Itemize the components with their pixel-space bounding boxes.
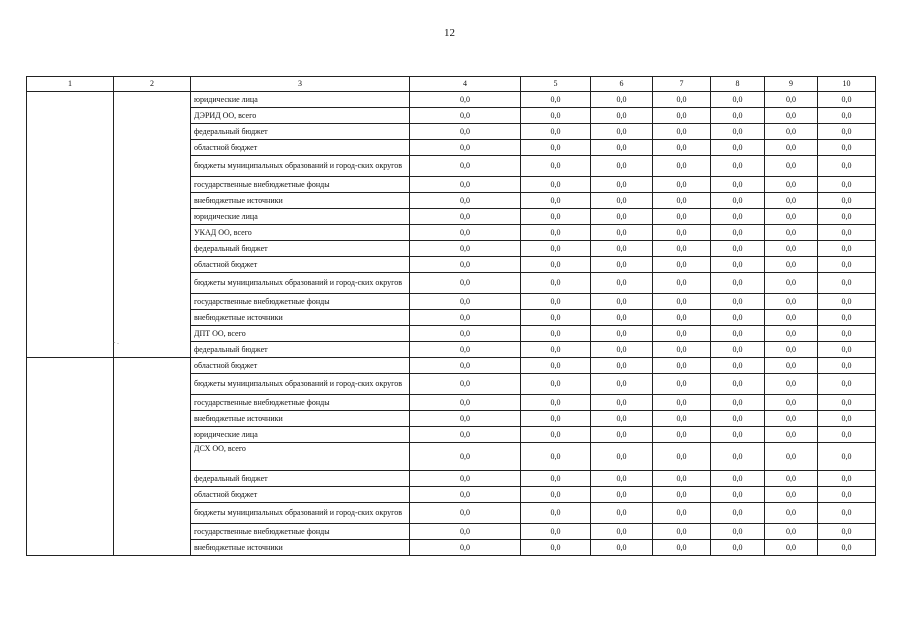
value-cell: 0,0: [653, 427, 711, 443]
value-cell: 0,0: [818, 193, 876, 209]
value-cell: 0,0: [818, 92, 876, 108]
value-cell: 0,0: [653, 273, 711, 294]
value-cell: 0,0: [410, 524, 521, 540]
row-label: областной бюджет: [191, 140, 410, 156]
row-label: юридические лица: [191, 209, 410, 225]
value-cell: 0,0: [765, 241, 818, 257]
value-cell: 0,0: [521, 140, 591, 156]
value-cell: 0,0: [653, 524, 711, 540]
value-cell: 0,0: [521, 540, 591, 556]
value-cell: 0,0: [818, 443, 876, 471]
value-cell: 0,0: [765, 443, 818, 471]
value-cell: 0,0: [410, 177, 521, 193]
value-cell: 0,0: [521, 241, 591, 257]
value-cell: 0,0: [521, 503, 591, 524]
value-cell: 0,0: [410, 310, 521, 326]
value-cell: 0,0: [410, 156, 521, 177]
value-cell: 0,0: [711, 257, 765, 273]
value-cell: 0,0: [765, 294, 818, 310]
value-cell: 0,0: [521, 443, 591, 471]
value-cell: 0,0: [711, 156, 765, 177]
value-cell: 0,0: [765, 540, 818, 556]
value-cell: 0,0: [818, 310, 876, 326]
value-cell: 0,0: [711, 427, 765, 443]
value-cell: 0,0: [711, 241, 765, 257]
value-cell: 0,0: [521, 177, 591, 193]
value-cell: 0,0: [818, 209, 876, 225]
value-cell: 0,0: [818, 294, 876, 310]
value-cell: 0,0: [711, 225, 765, 241]
row-label: федеральный бюджет: [191, 241, 410, 257]
value-cell: 0,0: [410, 108, 521, 124]
value-cell: 0,0: [711, 524, 765, 540]
row-label: областной бюджет: [191, 487, 410, 503]
value-cell: 0,0: [521, 92, 591, 108]
value-cell: 0,0: [711, 471, 765, 487]
value-cell: 0,0: [653, 503, 711, 524]
value-cell: 0,0: [591, 540, 653, 556]
value-cell: 0,0: [818, 524, 876, 540]
value-cell: 0,0: [765, 326, 818, 342]
col-header-3: 3: [191, 77, 410, 92]
col-header-1: 1: [27, 77, 114, 92]
value-cell: 0,0: [818, 124, 876, 140]
table-row: [27, 358, 876, 374]
value-cell: 0,0: [711, 503, 765, 524]
value-cell: 0,0: [591, 124, 653, 140]
value-cell: 0,0: [521, 257, 591, 273]
value-cell: 0,0: [653, 443, 711, 471]
value-cell: 0,0: [711, 487, 765, 503]
value-cell: 0,0: [521, 124, 591, 140]
value-cell: 0,0: [818, 487, 876, 503]
value-cell: 0,0: [765, 124, 818, 140]
value-cell: 0,0: [765, 257, 818, 273]
value-cell: 0,0: [521, 193, 591, 209]
row-label: ДЭРИД ОО, всего: [191, 108, 410, 124]
row-label: областной бюджет: [191, 257, 410, 273]
value-cell: 0,0: [818, 241, 876, 257]
value-cell: 0,0: [591, 92, 653, 108]
value-cell: 0,0: [765, 358, 818, 374]
value-cell: 0,0: [765, 342, 818, 358]
value-cell: 0,0: [521, 273, 591, 294]
value-cell: 0,0: [818, 503, 876, 524]
value-cell: 0,0: [653, 395, 711, 411]
value-cell: 0,0: [818, 257, 876, 273]
row-label: бюджеты муниципальных образований и город-ских округов: [191, 503, 410, 524]
value-cell: 0,0: [653, 358, 711, 374]
value-cell: 0,0: [711, 140, 765, 156]
row-label: УКАД ОО, всего: [191, 225, 410, 241]
row-label: юридические лица: [191, 427, 410, 443]
row-label: государственные внебюджетные фонды: [191, 294, 410, 310]
value-cell: 0,0: [711, 374, 765, 395]
value-cell: 0,0: [653, 310, 711, 326]
value-cell: 0,0: [653, 177, 711, 193]
col-header-2: 2: [114, 77, 191, 92]
value-cell: 0,0: [765, 427, 818, 443]
header-row: [27, 77, 876, 92]
col-header-7: 7: [653, 77, 711, 92]
value-cell: 0,0: [410, 342, 521, 358]
col-header-8: 8: [711, 77, 765, 92]
value-cell: 0,0: [521, 471, 591, 487]
value-cell: 0,0: [410, 471, 521, 487]
value-cell: 0,0: [711, 209, 765, 225]
value-cell: 0,0: [591, 487, 653, 503]
col-header-10: 10: [818, 77, 876, 92]
row-label: областной бюджет: [191, 358, 410, 374]
value-cell: 0,0: [711, 124, 765, 140]
budget-table: [26, 76, 876, 556]
table-body: [27, 92, 876, 556]
value-cell: 0,0: [591, 209, 653, 225]
value-cell: 0,0: [818, 427, 876, 443]
value-cell: 0,0: [765, 503, 818, 524]
value-cell: 0,0: [653, 257, 711, 273]
value-cell: 0,0: [653, 124, 711, 140]
row-label: внебюджетные источники: [191, 411, 410, 427]
row-label: бюджеты муниципальных образований и город-ских округов: [191, 374, 410, 395]
value-cell: 0,0: [410, 395, 521, 411]
value-cell: 0,0: [653, 374, 711, 395]
value-cell: 0,0: [591, 257, 653, 273]
value-cell: 0,0: [818, 273, 876, 294]
value-cell: 0,0: [711, 310, 765, 326]
value-cell: 0,0: [521, 209, 591, 225]
value-cell: 0,0: [653, 411, 711, 427]
row-label: государственные внебюджетные фонды: [191, 177, 410, 193]
value-cell: 0,0: [521, 427, 591, 443]
value-cell: 0,0: [818, 108, 876, 124]
value-cell: 0,0: [410, 209, 521, 225]
value-cell: 0,0: [765, 411, 818, 427]
value-cell: 0,0: [591, 193, 653, 209]
value-cell: 0,0: [410, 427, 521, 443]
value-cell: 0,0: [653, 471, 711, 487]
value-cell: 0,0: [410, 193, 521, 209]
value-cell: 0,0: [410, 140, 521, 156]
value-cell: 0,0: [410, 241, 521, 257]
value-cell: 0,0: [410, 487, 521, 503]
value-cell: 0,0: [521, 395, 591, 411]
value-cell: 0,0: [591, 395, 653, 411]
value-cell: 0,0: [711, 294, 765, 310]
row-label: внебюджетные источники: [191, 193, 410, 209]
value-cell: 0,0: [711, 342, 765, 358]
value-cell: 0,0: [711, 411, 765, 427]
value-cell: 0,0: [653, 241, 711, 257]
col-header-6: 6: [591, 77, 653, 92]
value-cell: 0,0: [765, 471, 818, 487]
value-cell: 0,0: [591, 294, 653, 310]
value-cell: 0,0: [410, 225, 521, 241]
value-cell: 0,0: [591, 503, 653, 524]
row-label: внебюджетные источники: [191, 310, 410, 326]
value-cell: 0,0: [410, 374, 521, 395]
value-cell: 0,0: [591, 140, 653, 156]
value-cell: 0,0: [818, 374, 876, 395]
value-cell: 0,0: [818, 471, 876, 487]
row-label: федеральный бюджет: [191, 342, 410, 358]
value-cell: 0,0: [765, 310, 818, 326]
value-cell: 0,0: [711, 92, 765, 108]
row-label: юридические лица: [191, 92, 410, 108]
table-row: [27, 92, 876, 108]
col-header-5: 5: [521, 77, 591, 92]
group-col-1: [27, 92, 114, 358]
value-cell: 0,0: [410, 443, 521, 471]
value-cell: 0,0: [711, 273, 765, 294]
value-cell: 0,0: [591, 241, 653, 257]
value-cell: 0,0: [591, 374, 653, 395]
value-cell: 0,0: [818, 358, 876, 374]
value-cell: 0,0: [818, 177, 876, 193]
value-cell: 0,0: [521, 342, 591, 358]
value-cell: 0,0: [653, 487, 711, 503]
value-cell: 0,0: [521, 487, 591, 503]
value-cell: 0,0: [818, 540, 876, 556]
value-cell: 0,0: [711, 540, 765, 556]
value-cell: 0,0: [765, 225, 818, 241]
value-cell: 0,0: [591, 524, 653, 540]
value-cell: 0,0: [711, 177, 765, 193]
value-cell: 0,0: [521, 358, 591, 374]
value-cell: 0,0: [765, 140, 818, 156]
value-cell: 0,0: [521, 411, 591, 427]
value-cell: 0,0: [711, 358, 765, 374]
value-cell: 0,0: [591, 358, 653, 374]
value-cell: 0,0: [591, 177, 653, 193]
value-cell: 0,0: [591, 156, 653, 177]
row-label: бюджеты муниципальных образований и город-ских округов: [191, 273, 410, 294]
value-cell: 0,0: [521, 156, 591, 177]
value-cell: 0,0: [410, 503, 521, 524]
value-cell: 0,0: [765, 108, 818, 124]
row-label: государственные внебюджетные фонды: [191, 524, 410, 540]
value-cell: 0,0: [591, 411, 653, 427]
value-cell: 0,0: [521, 108, 591, 124]
value-cell: 0,0: [591, 443, 653, 471]
value-cell: 0,0: [818, 395, 876, 411]
value-cell: 0,0: [818, 156, 876, 177]
value-cell: 0,0: [653, 156, 711, 177]
value-cell: 0,0: [765, 273, 818, 294]
value-cell: 0,0: [818, 342, 876, 358]
value-cell: 0,0: [410, 358, 521, 374]
value-cell: 0,0: [521, 374, 591, 395]
value-cell: 0,0: [653, 140, 711, 156]
row-label: бюджеты муниципальных образований и город-ских округов: [191, 156, 410, 177]
value-cell: 0,0: [653, 326, 711, 342]
value-cell: 0,0: [591, 471, 653, 487]
value-cell: 0,0: [410, 411, 521, 427]
value-cell: 0,0: [591, 273, 653, 294]
value-cell: 0,0: [765, 156, 818, 177]
value-cell: 0,0: [711, 395, 765, 411]
row-label: ДСХ ОО, всего: [191, 443, 410, 471]
value-cell: 0,0: [410, 540, 521, 556]
value-cell: 0,0: [818, 140, 876, 156]
value-cell: 0,0: [410, 273, 521, 294]
value-cell: 0,0: [818, 225, 876, 241]
value-cell: 0,0: [711, 443, 765, 471]
row-label: ДПТ ОО, всего: [191, 326, 410, 342]
col-header-9: 9: [765, 77, 818, 92]
value-cell: 0,0: [765, 92, 818, 108]
value-cell: 0,0: [653, 342, 711, 358]
value-cell: 0,0: [765, 395, 818, 411]
value-cell: 0,0: [653, 209, 711, 225]
value-cell: 0,0: [591, 310, 653, 326]
value-cell: 0,0: [521, 225, 591, 241]
value-cell: 0,0: [711, 108, 765, 124]
value-cell: 0,0: [765, 193, 818, 209]
value-cell: 0,0: [521, 524, 591, 540]
value-cell: 0,0: [521, 326, 591, 342]
value-cell: 0,0: [765, 487, 818, 503]
col-header-4: 4: [410, 77, 521, 92]
scan-mark: - .: [113, 338, 119, 346]
value-cell: 0,0: [653, 193, 711, 209]
value-cell: 0,0: [591, 326, 653, 342]
value-cell: 0,0: [410, 294, 521, 310]
value-cell: 0,0: [711, 193, 765, 209]
value-cell: 0,0: [410, 124, 521, 140]
value-cell: 0,0: [521, 294, 591, 310]
value-cell: 0,0: [653, 225, 711, 241]
group-col-2: [114, 92, 191, 358]
row-label: федеральный бюджет: [191, 124, 410, 140]
value-cell: 0,0: [818, 411, 876, 427]
value-cell: 0,0: [765, 209, 818, 225]
value-cell: 0,0: [765, 177, 818, 193]
value-cell: 0,0: [653, 92, 711, 108]
value-cell: 0,0: [818, 326, 876, 342]
value-cell: 0,0: [711, 326, 765, 342]
value-cell: 0,0: [653, 108, 711, 124]
value-cell: 0,0: [653, 294, 711, 310]
value-cell: 0,0: [591, 342, 653, 358]
value-cell: 0,0: [765, 524, 818, 540]
value-cell: 0,0: [591, 427, 653, 443]
value-cell: 0,0: [765, 374, 818, 395]
value-cell: 0,0: [653, 540, 711, 556]
group-col-2: [114, 358, 191, 556]
value-cell: 0,0: [410, 257, 521, 273]
row-label: федеральный бюджет: [191, 471, 410, 487]
value-cell: 0,0: [410, 326, 521, 342]
value-cell: 0,0: [591, 108, 653, 124]
row-label: государственные внебюджетные фонды: [191, 395, 410, 411]
group-col-1: [27, 358, 114, 556]
value-cell: 0,0: [410, 92, 521, 108]
page-number: 12: [444, 27, 455, 39]
value-cell: 0,0: [591, 225, 653, 241]
value-cell: 0,0: [521, 310, 591, 326]
row-label: внебюджетные источники: [191, 540, 410, 556]
